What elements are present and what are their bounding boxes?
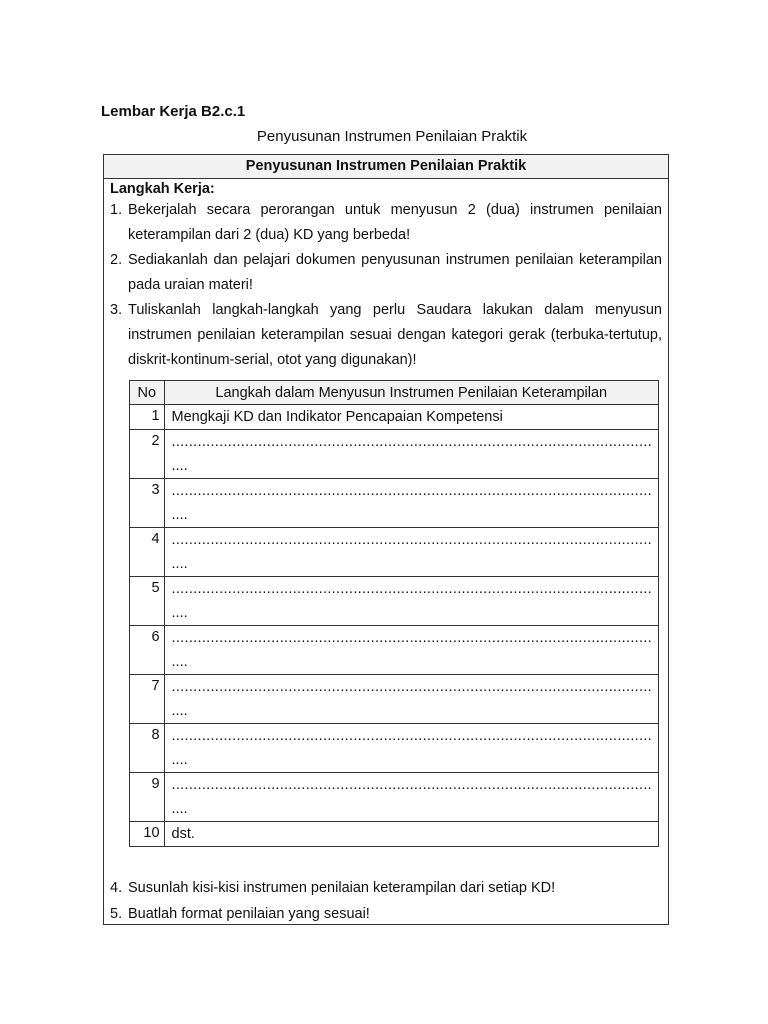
row-step — [164, 405, 658, 430]
box-content — [104, 180, 668, 373]
worksheet-box — [103, 154, 669, 925]
row-step-text: ............................................................................................................... — [171, 581, 652, 597]
box-title: Penyusunan Instrumen Penilaian Praktik — [104, 155, 668, 179]
row-number: 4 — [130, 528, 165, 577]
row-step — [164, 773, 658, 822]
row-step-text: ............................................................................................................... — [171, 483, 652, 499]
table-row — [130, 675, 659, 724]
table-row — [130, 528, 659, 577]
row-step-text: ............................................................................................................... — [171, 630, 652, 646]
table-row — [130, 822, 659, 847]
row-step — [164, 626, 658, 675]
row-step — [164, 577, 658, 626]
steps-label: Langkah Kerja: — [110, 181, 215, 197]
row-step-text: ............................................................................................................... — [171, 728, 652, 744]
step-number: 3. — [110, 302, 123, 318]
table-row — [130, 405, 659, 430]
table-header-row — [130, 381, 659, 405]
row-step-continuation: .... — [171, 458, 188, 474]
row-step-continuation: .... — [171, 556, 188, 572]
row-number: 1 — [130, 405, 165, 430]
row-step — [164, 724, 658, 773]
table-row — [130, 724, 659, 773]
steps-table — [129, 380, 659, 847]
steps-after — [110, 875, 662, 927]
row-step — [164, 528, 658, 577]
worksheet-subtitle: Penyusunan Instrumen Penilaian Praktik — [256, 128, 528, 145]
row-step-continuation: .... — [171, 654, 188, 670]
row-step — [164, 675, 658, 724]
row-number: 9 — [130, 773, 165, 822]
column-header-no: No — [130, 381, 165, 405]
row-number: 5 — [130, 577, 165, 626]
row-step-continuation: .... — [171, 507, 188, 523]
row-number: 10 — [130, 822, 165, 847]
table-row — [130, 430, 659, 479]
row-number: 3 — [130, 479, 165, 528]
step-text: Sediakanlah dan pelajari dokumen penyusunan instrumen penilaian keterampilan pada uraian materi! — [128, 252, 662, 293]
row-step-continuation: .... — [171, 752, 188, 768]
step-text: Susunlah kisi-kisi instrumen penilaian keterampilan dari setiap KD! — [128, 880, 556, 896]
row-step — [164, 479, 658, 528]
row-step-continuation: .... — [171, 703, 188, 719]
row-number: 2 — [130, 430, 165, 479]
worksheet-heading: Lembar Kerja B2.c.1 — [101, 103, 246, 120]
row-number: 8 — [130, 724, 165, 773]
step-text: Bekerjalah secara perorangan untuk menyusun 2 (dua) instrumen penilaian keterampilan dari 2 (dua) KD yang berbeda! — [128, 202, 662, 243]
step-item — [110, 198, 662, 248]
row-step-text: ............................................................................................................... — [171, 777, 652, 793]
step-number: 1. — [110, 202, 123, 218]
step-text: Tuliskanlah langkah-langkah yang perlu Saudara lakukan dalam menyusun instrumen penilaian keterampilan sesuai dengan kategori gerak (terbuka-tertutup, diskrit-kontinum-serial, otot yang digunakan)! — [128, 302, 662, 368]
row-step — [164, 822, 658, 847]
row-step-text: ............................................................................................................... — [171, 679, 652, 695]
step-item — [110, 901, 662, 927]
row-step-text: Mengkaji KD dan Indikator Pencapaian Kompetensi — [171, 409, 503, 425]
row-step — [164, 430, 658, 479]
row-step-continuation: .... — [171, 801, 188, 817]
step-item — [110, 298, 662, 373]
row-step-text: ............................................................................................................... — [171, 532, 652, 548]
row-step-continuation: .... — [171, 605, 188, 621]
table-row — [130, 479, 659, 528]
step-item — [110, 248, 662, 298]
step-item — [110, 875, 662, 901]
column-header-step: Langkah dalam Menyusun Instrumen Penilaian Keterampilan — [164, 381, 658, 405]
step-text: Buatlah format penilaian yang sesuai! — [128, 906, 370, 922]
row-step-text: ............................................................................................................... — [171, 434, 652, 450]
table-row — [130, 773, 659, 822]
step-number: 5. — [110, 906, 123, 922]
table-row — [130, 626, 659, 675]
row-number: 7 — [130, 675, 165, 724]
step-number: 4. — [110, 880, 123, 896]
row-number: 6 — [130, 626, 165, 675]
step-number: 2. — [110, 252, 123, 268]
table-row — [130, 577, 659, 626]
row-step-text: dst. — [171, 826, 195, 842]
